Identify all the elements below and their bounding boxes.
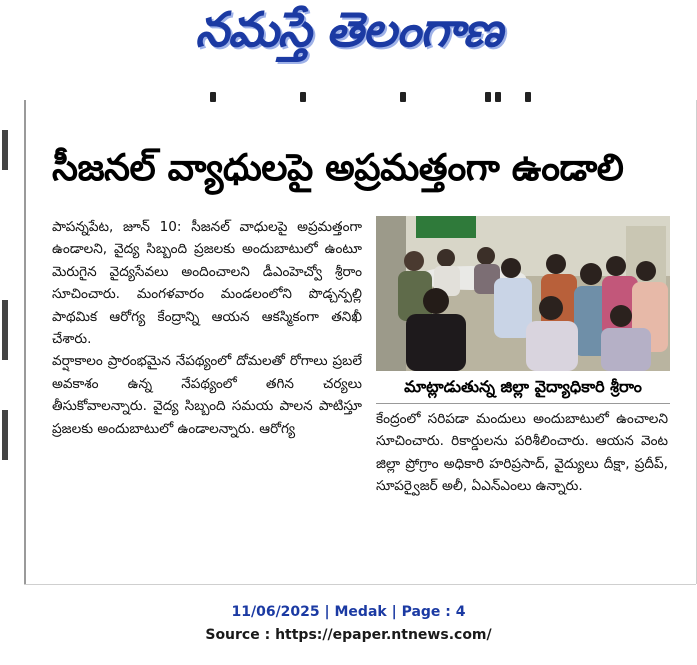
meeting-photo-image (376, 216, 670, 371)
clip-left-border (24, 100, 26, 584)
clip-bottom-border (24, 584, 696, 585)
article-headline: సీజనల్ వ్యాధులపై అప్రమత్తంగా ఉండాలి (52, 146, 624, 189)
article-paragraph-2: వర్షాకాలం ప్రారంభమైన నేపథ్యంలో దోమలతో రోగాలు ప్రబలే అవకాశం ఉన్న నేపథ్యంలో తగిన చర్యలు తీసుకోవాలన్నారు. వైద్య సిబ్బంది సమయ పాలన పాటిస్తూ ప్రజలకు అందుబాటులో ఉండాలన్నారు. ఆరోగ్య (52, 353, 362, 437)
photo-caption: మాట్లాడుతున్న జిల్లా వైద్యాధికారి శ్రీరాం (376, 371, 670, 404)
article-body-right-column (376, 408, 668, 558)
edition-date-line: 11/06/2025 | Medak | Page : 4 (231, 604, 466, 620)
adjacent-clip-fragment (0, 110, 10, 550)
newspaper-logo-title: నమస్తే తెలంగాణ (195, 2, 502, 58)
article-paragraph-1: పాపన్నపేట, జూన్ 10: సీజనల్ వాధులపై అప్రమత్తంగా ఉండాలని, వైద్య సిబ్బంది ప్రజలకు అందుబాటులో ఉంటూ మెరుగైన వైద్యసేవలు అందించాలని డీఎంహెచ్వో శ్రీరాం సూచించారు. మంగళవారం మండలంలోని పొడ్చన్పల్లి పాథమిక ఆరోగ్య కేంద్రాన్ని ఆయన ఆకస్మికంగా తనిఖీ చేశారు. (52, 219, 362, 348)
article-body-left-column (52, 216, 362, 566)
masthead (0, 0, 697, 78)
article-photo (376, 216, 670, 371)
previous-article-fragment (150, 92, 570, 104)
article-paragraph-3: కేంద్రంలో సరిపడా మందులు అందుబాటులో ఉంచాలని సూచించారు. రికార్డులను పరిశీలించారు. ఆయన వెంట జిల్లా ప్రోగ్రాం అధికారి హరిప్రసాద్, వైద్యులు దీక్షా, ప్రదీప్, సూపర్వైజర్ అలీ, ఏఎన్ఎంలు ఉన్నారు. (376, 411, 668, 495)
source-url-line: Source : https://epaper.ntnews.com/ (205, 627, 492, 643)
